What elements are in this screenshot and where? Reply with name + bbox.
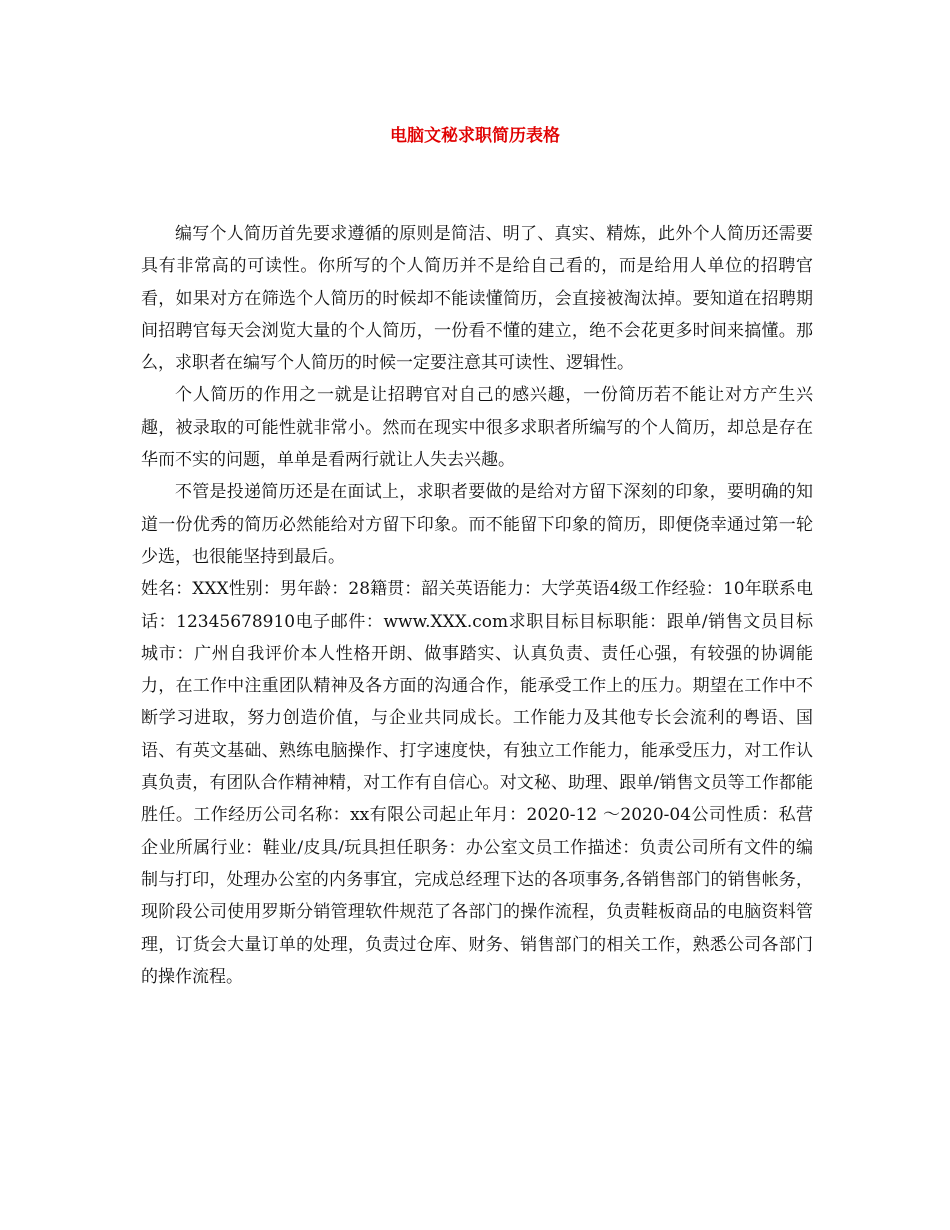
document-title: 电脑文秘求职简历表格 xyxy=(390,126,560,146)
paragraph-resume-impression: 不管是投递简历还是在面试上，求职者要做的是给对方留下深刻的印象，要明确的知道一份优秀的简历必然能给对方留下印象。而不能留下印象的简历，即便侥幸通过第一轮少选，也很能坚持到最后。 xyxy=(141,482,813,567)
paragraph-resume-principles: 编写个人简历首先要求遵循的原则是简洁、明了、真实、精炼，此外个人简历还需要具有非常高的可读性。你所写的个人简历并不是给自己看的，而是给用人单位的招聘官看，如果对方在筛选个人简历的时候却不能读懂简历，会直接被淘汰掉。要知道在招聘期间招聘官每天会浏览大量的个人简历，一份看不懂的建立，绝不会花更多时间来搞懂。那么，求职者在编写个人简历的时候一定要注意其可读性、逻辑性。 xyxy=(141,224,813,374)
paragraph-resume-purpose: 个人简历的作用之一就是让招聘官对自己的感兴趣，一份简历若不能让对方产生兴趣，被录取的可能性就非常小。然而在现实中很多求职者所编写的个人简历，却总是存在华而不实的问题，单单是看两行就让人失去兴趣。 xyxy=(141,385,813,471)
paragraph-resume-details: 姓名：XXX性别：男年龄：28籍贯：韶关英语能力：大学英语4级工作经验：10年联系电话：12345678910电子邮件：www.XXX.com求职目标目标职能：跟单/销售文员目标城市：广州自我评价本人性格开朗、做事踏实、认真负责、责任心强，有较强的协调能力，在工作中注重团队精神及各方面的沟通合作，能承受工作上的压力。期望在工作中不断学习进取，努力创造价值，与企业共同成长。工作能力及其他专长会流利的粤语、国语、有英文基础、熟练电脑操作、打字速度快，有独立工作能力，能承受压力，对工作认真负责，有团队合作精神精，对工作有自信心。对文秘、助理、跟单/销售文员等工作都能胜任。工作经历公司名称：xx有限公司起止年月：2020-12 ～2020-04公司性质：私营企业所属行业：鞋业/皮具/玩具担任职务：办公室文员工作描述：负责公司所有文件的编制与打印，处理办公室的内务事宜，完成总经理下达的各项事务,各销售部门的销售帐务，现阶段公司使用罗斯分销管理软件规范了各部门的操作流程，负责鞋板商品的电脑资料管理，订货会大量订单的处理，负责过仓库、财务、销售部门的相关工作，熟悉公司各部门的操作流程。 xyxy=(141,579,813,987)
document-body xyxy=(141,218,813,993)
